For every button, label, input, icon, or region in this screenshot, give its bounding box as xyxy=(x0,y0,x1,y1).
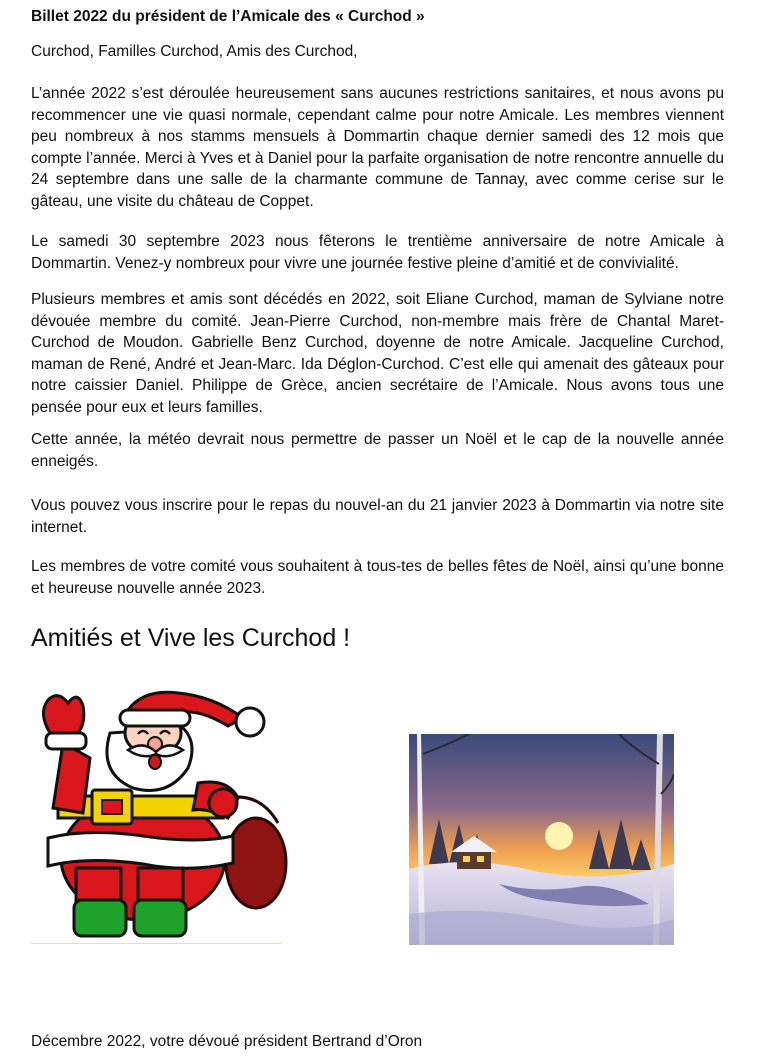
document-title: Billet 2022 du président de l’Amicale des « Curchod » xyxy=(31,8,425,25)
santa-clipart xyxy=(28,688,288,948)
paragraph-anniversary: Le samedi 30 septembre 2023 nous fêterons le trentième anniversaire de notre Amicale à Dommartin. Venez-y nombreux pour vivre une journée festive pleine d’amitié et de convivialité. xyxy=(31,233,724,272)
paragraph-wishes: Les membres de votre comité vous souhaitent à tous-tes de belles fêtes de Noël, ainsi qu’une bonne et heureuse nouvelle année 2023. xyxy=(31,558,724,597)
winter-cabin-painting xyxy=(409,734,674,945)
paragraph-year-summary: L’année 2022 s’est déroulée heureusement sans aucunes restrictions sanitaires, et nous avons pu recommencer une vie quasi normale, cependant calme pour notre Amicale. Les membres viennent peu nombreux à nos stamms mensuels à Dommartin chaque dernier samedi des 12 mois que compte l’année. Merci à Yves et à Daniel pour la parfaite organisation de notre rencontre annuelle du 24 septembre dans une salle de la charmante commune de Tannay, avec comme cerise sur le gâteau, une visite du château de Coppet. xyxy=(31,85,724,210)
closing-line: Amitiés et Vive les Curchod ! xyxy=(31,624,351,652)
greeting: Curchod, Familles Curchod, Amis des Curchod, xyxy=(31,43,358,60)
paragraph-new-year-meal: Vous pouvez vous inscrire pour le repas du nouvel-an du 21 janvier 2023 à Dommartin via notre site internet. xyxy=(31,497,724,536)
santa-baseline xyxy=(31,943,281,944)
signature-line: Décembre 2022, votre dévoué président Bertrand d’Oron xyxy=(31,1033,423,1050)
paragraph-deceased: Plusieurs membres et amis sont décédés en 2022, soit Eliane Curchod, maman de Sylviane notre dévouée membre du comité. Jean-Pierre Curchod, non-membre mais frère de Chantal Maret-Curchod de Moudon. Gabrielle Benz Curchod, doyenne de notre Amicale. Jacqueline Curchod, maman de René, André et Jean-Marc. Ida Déglon-Curchod. C’est elle qui amenait des gâteaux pour notre caissier Daniel. Philippe de Grèce, ancien secrétaire de l’Amicale. Nous avons tous une pensée pour eux et leurs familles. xyxy=(31,291,724,416)
paragraph-weather: Cette année, la météo devrait nous permettre de passer un Noël et le cap de la nouvelle année enneigés. xyxy=(31,431,724,470)
